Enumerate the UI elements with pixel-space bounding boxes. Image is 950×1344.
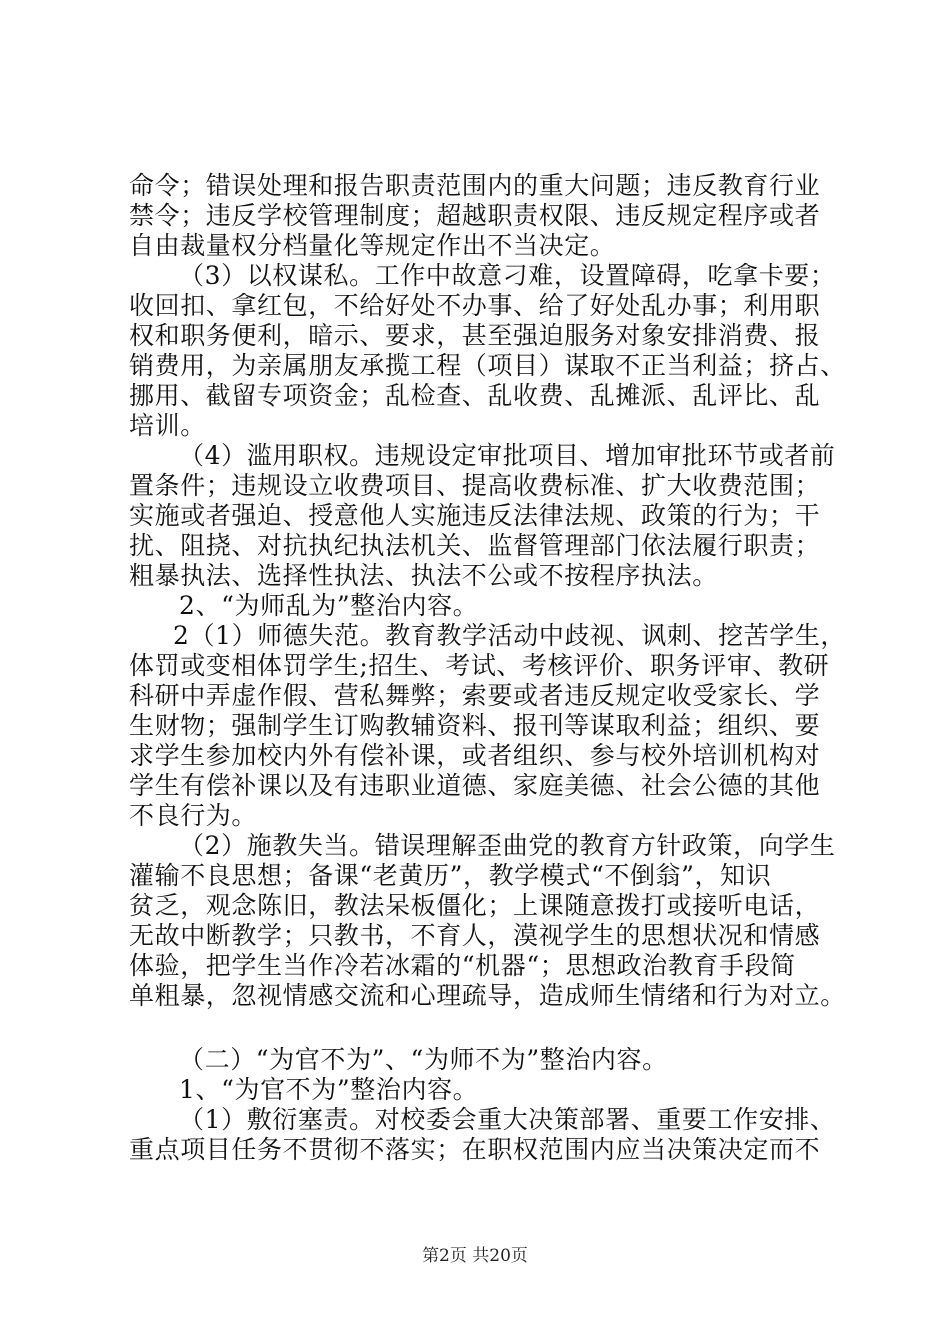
text-line: 求学生参加校内外有偿补课，或者组织、参与校外培训机构对 [129, 741, 821, 770]
text-line: 体罚或变相体罚学生;招生、考试、考核评价、职务评审、教研 [129, 651, 830, 680]
text-line: 学生有偿补课以及有违职业道德、家庭美德、社会公德的其他 [129, 771, 821, 800]
paragraph-1-1-heading: （1）敷衍塞责。对校委会重大决策部署、重要工作安排、 [179, 1105, 836, 1134]
text-line: 生财物；强制学生订购教辅资料、报刊等谋取利益；组织、要 [129, 711, 821, 740]
text-line: 体验，把学生当作冷若冰霜的“机器“；思想政治教育手段简 [129, 951, 796, 980]
text-line: 无故中断教学；只教书，不育人，漠视学生的思想状况和情感 [129, 921, 821, 950]
text-line: 重点项目任务不贯彻不落实；在职权范围内应当决策决定而不 [129, 1135, 821, 1164]
page-number-label: 第2页 共20页 [422, 1246, 528, 1266]
text-line: 培训。 [129, 411, 206, 440]
text-line: 自由裁量权分档量化等规定作出不当决定。 [129, 231, 616, 260]
text-line: 收回扣、拿红包，不给好处不办事、给了好处乱办事；利用职 [129, 291, 821, 320]
text-line: 贫乏，观念陈旧，教法呆板僵化；上课随意拨打或接听电话， [129, 891, 821, 920]
section-heading-er: （二）“为官不为”、“为师不为”整治内容。 [179, 1045, 668, 1074]
text-line: 实施或者强迫、授意他人实施违反法律法规、政策的行为；干 [129, 501, 821, 530]
section-heading-1: 1、“为官不为”整治内容。 [179, 1075, 479, 1104]
page-footer [0, 1246, 950, 1266]
text-line: 命令；错误处理和报告职责范围内的重大问题；违反教育行业 [129, 171, 821, 200]
paragraph-3-heading: （3）以权谋私。工作中故意刁难，设置障碍，吃拿卡要； [179, 261, 836, 290]
text-line: 灌输不良思想；备课“老黄历”，教学模式“不倒翁”，知识 [129, 861, 772, 890]
text-line: 粗暴执法、选择性执法、执法不公或不按程序执法。 [129, 561, 718, 590]
text-line: 不良行为。 [129, 801, 258, 830]
text-line: 禁令；违反学校管理制度；超越职责权限、违反规定程序或者 [129, 201, 821, 230]
text-line: 单粗暴，忽视情感交流和心理疏导，造成师生情绪和行为对立。 [129, 981, 846, 1010]
document-body [129, 171, 847, 1165]
text-line: 销费用，为亲属朋友承揽工程（项目）谋取不正当利益；挤占、 [129, 351, 846, 380]
paragraph-2-2-heading: （2）施教失当。错误理解歪曲党的教育方针政策，向学生 [179, 831, 836, 860]
text-line: 挪用、截留专项资金；乱检查、乱收费、乱摊派、乱评比、乱 [129, 381, 821, 410]
paragraph-4-heading: （4）滥用职权。违规设定审批项目、增加审批环节或者前 [179, 441, 836, 470]
text-line: 权和职务便利，暗示、要求，甚至强迫服务对象安排消费、报 [129, 321, 821, 350]
text-line: 扰、阻挠、对抗执纪执法机关、监督管理部门依法履行职责； [129, 531, 821, 560]
section-heading-2: 2、“为师乱为”整治内容。 [179, 591, 479, 620]
text-line: 科研中弄虚作假、营私舞弊；索要或者违反规定收受家长、学 [129, 681, 821, 710]
paragraph-2-1-heading: 2（1）师德失范。教育教学活动中歧视、讽刺、挖苦学生， [173, 621, 847, 650]
text-line: 置条件；违规设立收费项目、提高收费标准、扩大收费范围； [129, 471, 821, 500]
